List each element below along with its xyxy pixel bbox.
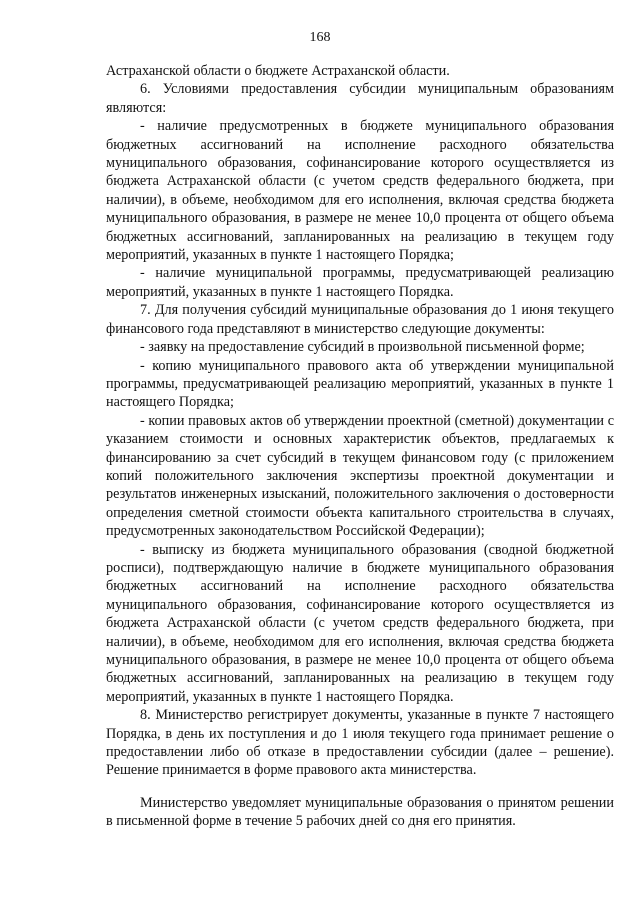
document-body — [106, 62, 614, 831]
paragraph-item-7: 7. Для получения субсидий муниципальные образования до 1 июня текущего финансового года представляют в министерство следующие документы: — [106, 302, 614, 337]
paragraph-document-program-copy: - копию муниципального правового акта об утверждении муниципальной программы, предусматривающей реализацию мероприятий, указанных в пункте 1 настоящего Порядка; — [106, 357, 614, 411]
paragraph-continuation: Астраханской области о бюджете Астраханской области. — [106, 63, 450, 79]
paragraph-item-8: 8. Министерство регистрирует документы, указанные в пункте 7 настоящего Порядка, в день их поступления и до 1 июля текущего года принимает решение о предоставлении либо об отказе в предоставлении субсидии (далее – решение). Решение принимается в форме правового акта министерства. — [106, 707, 614, 779]
paragraph-item-6: 6. Условиями предоставления субсидии муниципальным образованиям являются: — [106, 81, 614, 116]
paragraph-document-budget-extract: - выписку из бюджета муниципального образования (сводной бюджетной росписи), подтверждающую наличие в бюджете муниципального образования бюджетных ассигнований на исполнение расходного обязательства муниципального образования, софинансирование которого осуществляется из бюджета Астраханской области (с учетом средств федерального бюджета, при наличии), в объеме, необходимом для его исполнения, включая средства бюджета муниципального образования, в размере не менее 10,0 процента от общего объема бюджетных ассигнований, запланированных на реализацию в текущем году мероприятий, указанных в пункте 1 настоящего Порядка. — [106, 541, 614, 705]
paragraph-document-design-acts: - копии правовых актов об утверждении проектной (сметной) документации с указанием стоимости и основных характеристик объектов, предлагаемых к финансированию за счет субсидий в текущем финансовом году (с приложением копий положительного заключения экспертизы проектной документации и результатов инженерных изысканий, положительного заключения о достоверности определения сметной стоимости объекта капитального строительства в случаях, предусмотренных законодательством Российской Федерации); — [106, 412, 614, 540]
paragraph-notification: Министерство уведомляет муниципальные образования о принятом решении в письменной форме в течение 5 рабочих дней со дня его принятия. — [106, 794, 614, 830]
paragraph-condition-program: - наличие муниципальной программы, предусматривающей реализацию мероприятий, указанных в пункте 1 настоящего Порядка. — [106, 265, 614, 300]
paragraph-document-application: - заявку на предоставление субсидий в произвольной письменной форме; — [140, 339, 585, 356]
page-number: 168 — [309, 30, 331, 45]
paragraph-condition-budget: - наличие предусмотренных в бюджете муниципального образования бюджетных ассигнований на исполнение расходного обязательства муниципального образования, софинансирование которого осуществляется из бюджета Астраханской области (с учетом средств федерального бюджета, при наличии), в объеме, необходимом для его исполнения, включая средства бюджета муниципального образования, в размере не менее 10,0 процента от общего объема бюджетных ассигнований, запланированных на реализацию в текущем году мероприятий, указанных в пункте 1 настоящего Порядка; — [106, 118, 614, 264]
